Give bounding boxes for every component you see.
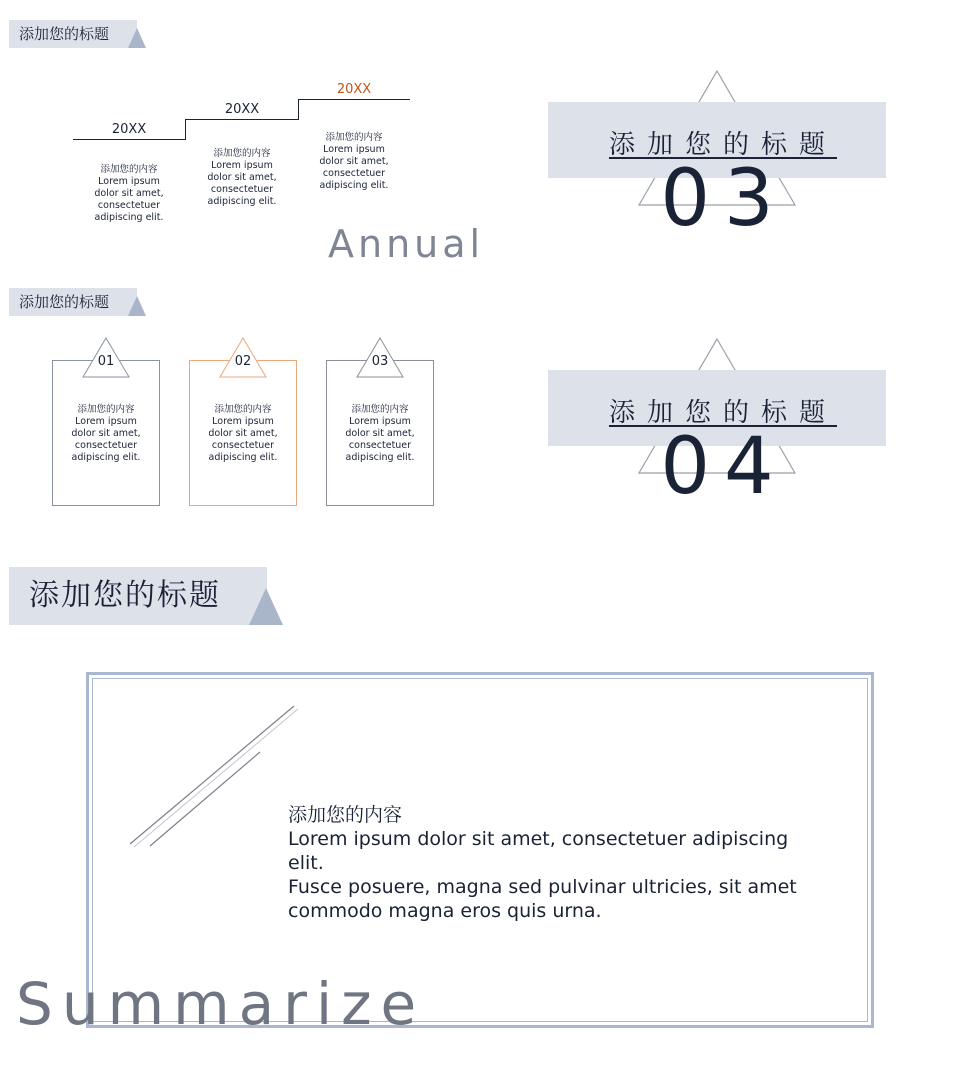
timeline-desc-3 bbox=[299, 132, 409, 192]
timeline-desc-2-line: adipiscing elit. bbox=[207, 196, 277, 207]
card-02-line: dolor sit amet, bbox=[208, 428, 278, 439]
card-02-line: consectetuer bbox=[211, 440, 275, 451]
timeline-desc-3-line: adipiscing elit. bbox=[319, 180, 389, 191]
summary-section-tag-label: 添加您的标题 bbox=[29, 578, 221, 613]
timeline-step-riser-2 bbox=[298, 99, 299, 120]
summary-content-heading: 添加您的内容 bbox=[288, 804, 403, 826]
timeline-desc-2-line: Lorem ipsum bbox=[211, 160, 273, 171]
cards-section-tag bbox=[9, 288, 137, 316]
timeline-desc-2 bbox=[187, 148, 297, 208]
timeline-step-line-2 bbox=[185, 119, 299, 120]
card-03-line: 添加您的内容 bbox=[351, 404, 409, 415]
card-02-line: adipiscing elit. bbox=[208, 452, 278, 463]
cards-tag-triangle-icon bbox=[128, 296, 146, 316]
card-03-line: dolor sit amet, bbox=[345, 428, 415, 439]
timeline-desc-3-line: consectetuer bbox=[322, 168, 386, 179]
timeline-desc-1-line: 添加您的内容 bbox=[100, 164, 158, 175]
card-01-line: Lorem ipsum bbox=[75, 416, 137, 427]
card-01-number: 01 bbox=[97, 354, 115, 369]
timeline-step-line-1 bbox=[73, 139, 186, 140]
cards-section-tag-label: 添加您的标题 bbox=[19, 293, 110, 311]
section-04-number: 04 bbox=[660, 422, 788, 512]
timeline-desc-1-line: consectetuer bbox=[97, 200, 161, 211]
timeline-tag-triangle-icon bbox=[128, 28, 146, 48]
timeline-desc-2-line: dolor sit amet, bbox=[207, 172, 277, 183]
card-01-line: dolor sit amet, bbox=[71, 428, 141, 439]
timeline-section-tag bbox=[9, 20, 137, 48]
card-02-number: 02 bbox=[234, 354, 252, 369]
summary-content bbox=[288, 803, 808, 923]
timeline-desc-3-line: dolor sit amet, bbox=[319, 156, 389, 167]
card-03-number: 03 bbox=[371, 354, 389, 369]
annual-caption: Annual bbox=[328, 222, 485, 266]
card-03-text bbox=[326, 404, 434, 464]
card-01-line: 添加您的内容 bbox=[77, 404, 135, 415]
summary-content-paragraph: Fusce posuere, magna sed pulvinar ultricies, sit amet commodo magna eros quis urna. bbox=[288, 876, 797, 922]
timeline-year-1: 20XX bbox=[111, 122, 147, 137]
timeline-step-line-3 bbox=[298, 99, 410, 100]
summary-section-tag bbox=[9, 567, 267, 625]
card-02-text bbox=[189, 404, 297, 464]
card-01-text bbox=[52, 404, 160, 464]
timeline-desc-2-line: 添加您的内容 bbox=[213, 148, 271, 159]
card-01-line: adipiscing elit. bbox=[71, 452, 141, 463]
card-03-line: consectetuer bbox=[348, 440, 412, 451]
section-04-title: 添加您的标题 bbox=[608, 398, 837, 428]
summary-tag-triangle-icon bbox=[249, 588, 283, 625]
timeline-year-3: 20XX bbox=[336, 82, 372, 97]
timeline-year-2: 20XX bbox=[224, 102, 260, 117]
timeline-desc-3-line: 添加您的内容 bbox=[325, 132, 383, 143]
timeline-desc-1-line: Lorem ipsum bbox=[98, 176, 160, 187]
section-03-title: 添加您的标题 bbox=[608, 130, 837, 160]
card-03-line: Lorem ipsum bbox=[349, 416, 411, 427]
timeline-desc-1-line: adipiscing elit. bbox=[94, 212, 164, 223]
card-01-line: consectetuer bbox=[74, 440, 138, 451]
timeline-step-riser-1 bbox=[185, 119, 186, 140]
decorative-slash-lines-icon bbox=[128, 704, 298, 849]
card-03-line: adipiscing elit. bbox=[345, 452, 415, 463]
timeline-section-tag-label: 添加您的标题 bbox=[19, 25, 110, 43]
timeline-desc-3-line: Lorem ipsum bbox=[323, 144, 385, 155]
section-03-number: 03 bbox=[660, 154, 788, 244]
timeline-desc-1 bbox=[74, 164, 184, 224]
summary-content-paragraph: Lorem ipsum dolor sit amet, consectetuer adipiscing elit. bbox=[288, 828, 789, 874]
timeline-desc-2-line: consectetuer bbox=[210, 184, 274, 195]
card-02-line: Lorem ipsum bbox=[212, 416, 274, 427]
timeline-desc-1-line: dolor sit amet, bbox=[94, 188, 164, 199]
summarize-caption: Summarize bbox=[16, 970, 426, 1038]
card-02-line: 添加您的内容 bbox=[214, 404, 272, 415]
